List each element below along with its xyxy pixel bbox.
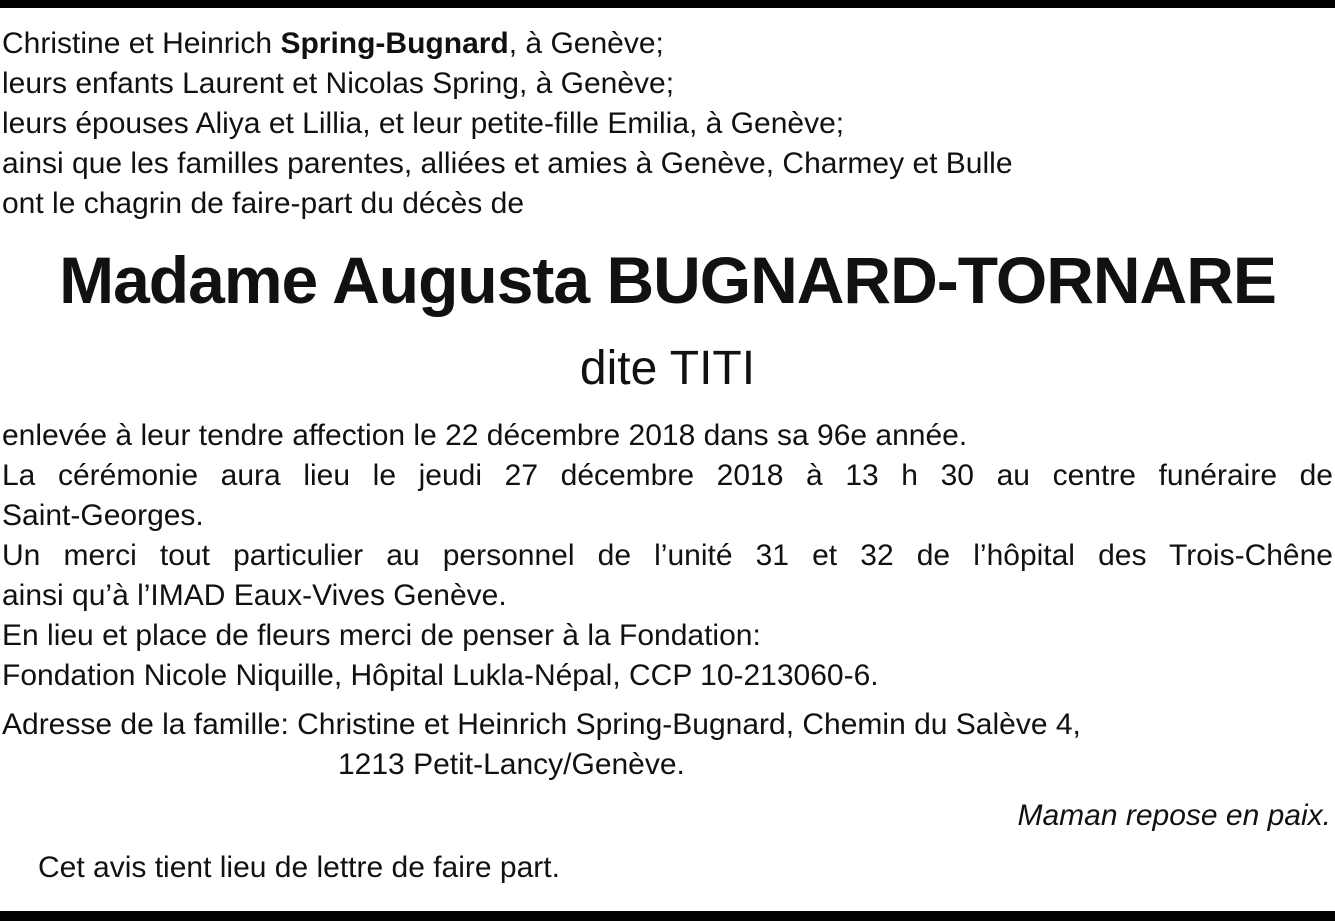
body-line-4: Un merci tout particulier au personnel de l’unité 31 et 32 de l’hôpital des Trois-Chêne xyxy=(2,539,1333,572)
closing-phrase: Maman repose en paix. xyxy=(1017,799,1331,832)
intro-line-1-end: , à Genève; xyxy=(508,27,664,60)
family-surname: Spring-Bugnard xyxy=(280,27,509,60)
bottom-border-rule xyxy=(0,911,1335,921)
body-line-3: Saint-Georges. xyxy=(2,499,204,532)
top-border-rule xyxy=(0,0,1335,8)
body-line-6: En lieu et place de fleurs merci de penser à la Fondation: xyxy=(2,619,761,652)
notice-statement: Cet avis tient lieu de lettre de faire part. xyxy=(38,851,560,884)
intro-line-3: leurs épouses Aliya et Lillia, et leur petite-fille Emilia, à Genève; xyxy=(2,107,845,140)
family-announcement xyxy=(2,24,1013,224)
address-line-2: 1213 Petit-Lancy/Genève. xyxy=(338,748,685,781)
intro-line-1 xyxy=(2,24,1013,64)
deceased-name: Madame Augusta BUGNARD-TORNARE xyxy=(59,243,1276,317)
body-line-1: enlevée à leur tendre affection le 22 décembre 2018 dans sa 96e année. xyxy=(2,419,968,452)
body-line-7: Fondation Nicole Niquille, Hôpital Lukla-Népal, CCP 10-213060-6. xyxy=(2,659,879,692)
intro-line-5: ont le chagrin de faire-part du décès de xyxy=(2,187,524,220)
body-line-2: La cérémonie aura lieu le jeudi 27 décembre 2018 à 13 h 30 au centre funéraire de xyxy=(2,459,1333,492)
intro-line-4: ainsi que les familles parentes, alliées et amies à Genève, Charmey et Bulle xyxy=(2,147,1013,180)
notice-body xyxy=(2,416,1333,696)
intro-line-1-start: Christine et Heinrich xyxy=(2,27,281,60)
address-line-1: Adresse de la famille: Christine et Heinrich Spring-Bugnard, Chemin du Salève 4, xyxy=(2,708,1081,741)
family-address xyxy=(2,705,1081,785)
deceased-nickname: dite TITI xyxy=(579,342,756,395)
intro-line-2: leurs enfants Laurent et Nicolas Spring, à Genève; xyxy=(2,67,675,100)
body-line-5: ainsi qu’à l’IMAD Eaux-Vives Genève. xyxy=(2,579,507,612)
